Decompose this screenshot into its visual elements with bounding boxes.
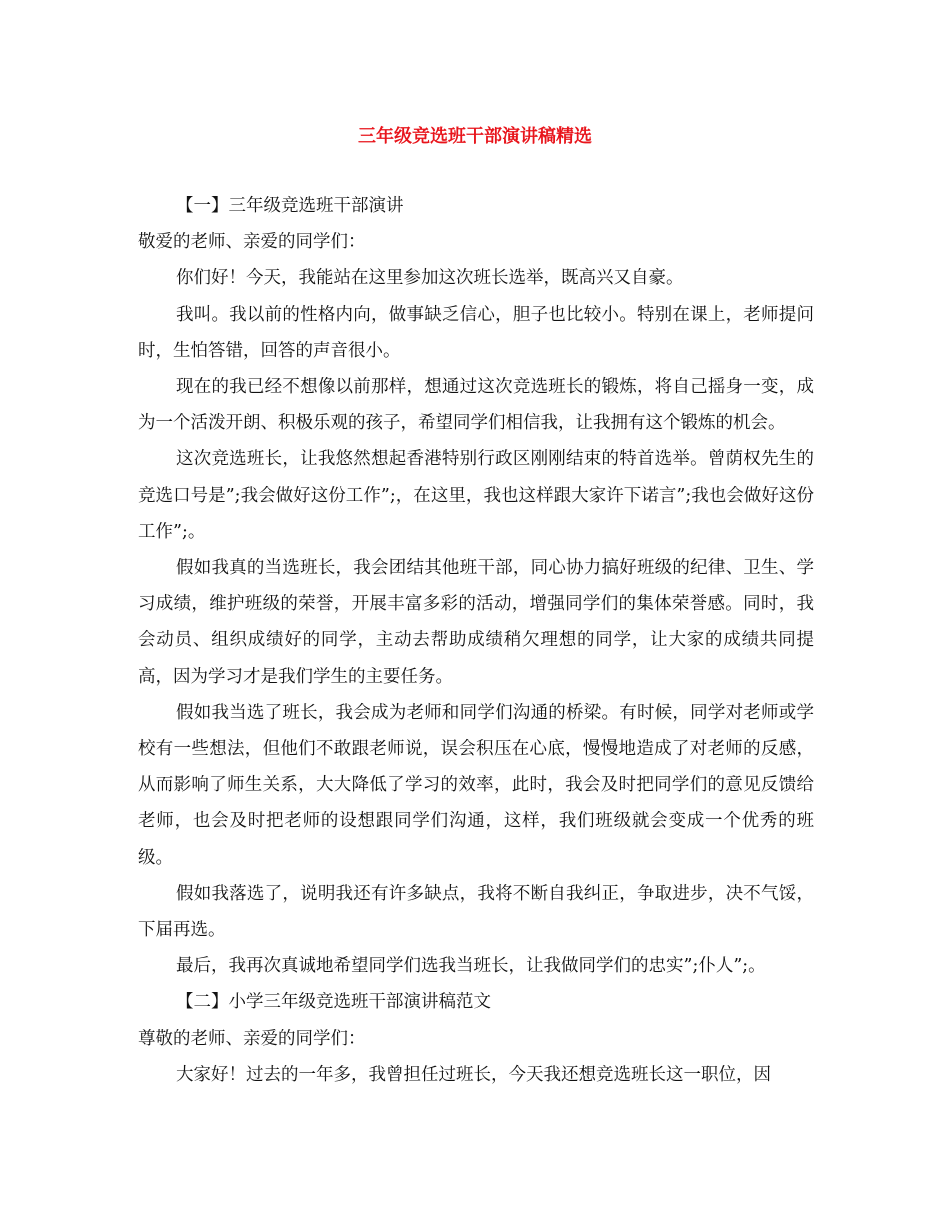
paragraph: 假如我落选了，说明我还有许多缺点，我将不断自我纠正，争取进步，决不气馁，下届再选。 [138, 883, 814, 941]
paragraph: 假如我当选了班长，我会成为老师和同学们沟通的桥梁。有时候，同学对老师或学校有一些想法，但他们不敢跟老师说，误会积压在心底，慢慢地造成了对老师的反感，从而影响了师生关系，大大降低了学习的效率，此时，我会及时把同学们的意见反馈给老师，也会及时把老师的设想跟同学们沟通，这样，我们班级就会变成一个优秀的班级。 [138, 702, 814, 868]
paragraph: 大家好！过去的一年多，我曾担任过班长，今天我还想竞选班长这一职位，因 [176, 1064, 771, 1085]
paragraph: 我叫。我以前的性格内向，做事缺乏信心，胆子也比较小。特别在课上，老师提问时，生怕答错，回答的声音很小。 [138, 304, 814, 361]
section-heading-2: 【二】小学三年级竞选班干部演讲稿范文 [176, 992, 491, 1013]
section-heading-1: 【一】三年级竞选班干部演讲 [176, 196, 404, 216]
document-body [138, 188, 814, 1093]
salutation-2: 尊敬的老师、亲爱的同学们： [138, 1028, 366, 1049]
paragraph: 你们好！今天，我能站在这里参加这次班长选举，既高兴又自豪。 [176, 268, 684, 289]
salutation-1: 敬爱的老师、亲爱的同学们： [138, 232, 366, 253]
paragraph: 这次竞选班长，让我悠然想起香港特别行政区刚刚结束的特首选举。曾荫权先生的竞选口号是”;我会做好这份工作”;，在这里，我也这样跟大家许下诺言”;我也会做好这份工作”;。 [138, 449, 814, 542]
paragraph: 假如我真的当选班长，我会团结其他班干部，同心协力搞好班级的纪律、卫生、学习成绩，维护班级的荣誉，开展丰富多彩的活动，增强同学们的集体荣誉感。同时，我会动员、组织成绩好的同学，主动去帮助成绩稍欠理想的同学，让大家的成绩共同提高，因为学习才是我们学生的主要任务。 [138, 558, 814, 687]
paragraph: 现在的我已经不想像以前那样，想通过这次竞选班长的锻炼，将自己摇身一变，成为一个活泼开朗、积极乐观的孩子，希望同学们相信我，让我拥有这个锻炼的机会。 [138, 377, 814, 434]
document-title: 三年级竞选班干部演讲稿精选 [358, 126, 592, 147]
paragraph: 最后，我再次真诚地希望同学们选我当班长，让我做同学们的忠实”;仆人”;。 [176, 956, 766, 977]
